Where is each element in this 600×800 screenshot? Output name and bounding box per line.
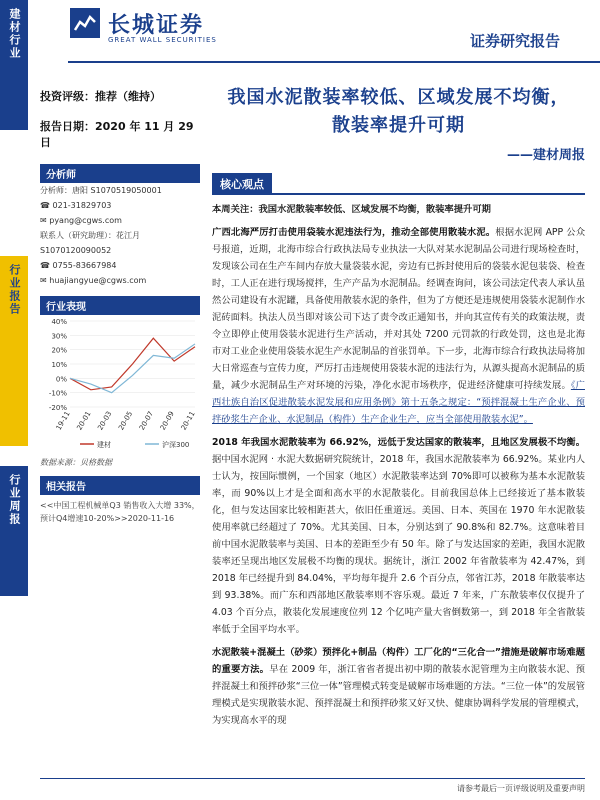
report-title-line2: 散装率提升可期 [332,115,465,136]
report-title-line1: 我国水泥散装率较低、区域发展不均衡， [227,87,570,108]
paragraph-3-body: 早在 2009 年，浙江省省者提出初中期的散装水泥管理为主向散装水泥、预拌混凝土和预拌砂浆“三位一体”管理模式转变是破解市场难题的方法。“三位一体”的发展管理模式是实现散装水泥、预拌混凝土和预拌砂浆又好又快、健康协调科学发展的管理模式，为实现高水平的现 [212,664,585,726]
brand-name-en: GREAT WALL SECURITIES [108,36,217,44]
paragraph-2 [212,434,585,638]
chart-y-tick-label: -10% [48,389,67,398]
chart-x-tick-label: 20-09 [158,410,176,432]
chart-y-tick-label: 0% [55,375,67,384]
chart-x-tick-label: 20-11 [179,410,197,432]
sidebar-report-type-label: 行业报告 [0,256,28,446]
chart-y-tick-label: 10% [51,361,67,369]
investment-rating: 投资评级：推荐（维持） [40,90,161,103]
chart-x-tick-label: 20-05 [117,410,135,432]
chart-source-note: 数据来源：贝格数据 [40,458,112,467]
header-divider [68,61,600,63]
contact-line: 联系人（研究助理）：花江月 [40,231,140,240]
analyst-phone: ☎ 021-31829703 [40,201,112,210]
related-reports-heading: 相关报告 [40,476,200,495]
footer-disclaimer: 请参考最后一页评级说明及重要声明 [457,784,585,793]
performance-chart [40,315,200,455]
performance-chart-svg [40,315,200,455]
chart-x-tick-label: 19-11 [54,410,72,432]
chart-x-tick-label: 20-03 [96,410,114,432]
contact-phone: ☎ 0755-83667984 [40,261,117,270]
analyst-info [40,183,200,288]
sidebar-industry-label: 建材行业 [0,0,28,130]
paragraph-1-body: 根据水泥网 APP 公众号报道，近期，北海市综合行政执法局专业执法一大队对某水泥制品公司进行现场检查时，发现该公司在生产车间内存放大量袋装水泥，旁边有已拆封使用后的袋装水泥包装袋、检查时，工人正在进行现场搅拌，生产产品为水泥制品。经调查询问，该公司法定代表人承认虽然公司建设有水泥罐，具备使用散装水泥的条件，但为了方便还是违规使用袋装水泥制作水泥砖面料。执法人员当即对该公司下达了责令改正通知书，并向其宣传有关的政策法规，责令立即停止使用袋装水泥进行生产活动，并对其处 7200 元罚款的行政处罚，这也是北海市对工业企业使用袋装水泥生产水泥制品的首张罚单。下一步，北海市综合行政执法局将加大日常巡查与宣传力度，严厉打击违规使用袋装水泥的违法行为，从源头提高水泥制品的质量，减少水泥制品生产对环境的污染，净化水泥市场秩序，促进经济健康可持续发展。 [212,227,585,391]
brand-logo-icon [70,8,100,38]
chart-y-tick-label: 30% [51,332,67,341]
paragraph-1-lead: 广西北海严厉打击使用袋装水泥违法行为，推动全部使用散装水泥。 [212,227,496,238]
brand-name: 长城证券 [108,13,205,38]
chart-x-tick-label: 20-07 [137,410,156,432]
paragraph-1 [212,224,585,428]
contact-cert: S1070120090052 [40,246,112,255]
core-views-header [212,173,585,195]
chart-y-tick-label: -20% [48,404,67,412]
sidebar-weekly-label: 行业周报 [0,466,28,596]
paragraph-3 [212,644,585,729]
analyst-heading: 分析师 [40,164,200,183]
chart-y-tick-label: 20% [51,346,67,355]
paragraph-2-body: 据中国水泥网 · 水泥大数据研究院统计，2018 年，我国水泥散装率为 66.92%。某业内人士认为，按国际惯例，一个国家（地区）水泥散装率达到 70%即可以被称为基本水泥散装率，而 90%以上才是全面和高水平的水泥散装化。目前我国总体上已经接近了基本散装化，但与发达国家比较相距甚大，依旧任重道远。美国、日本、英国在 1970 年水泥散装使用率就已经超过了 70%。尤其美国、日本，分别达到了 90.8%和 82.7%。这意味着目前中国水泥散装率与美国、日本的差距至少有 50 年。除了与发达国家的差距，我国水泥散装率还呈现出地区发展极不均衡的现状。据统计，浙江 2002 年省散装率为 42.47%，到 2018 年已经提升到 84.04%，平均每年提升 2.6 个百分点，邻省江苏，2018 年散装率达到 93.38%。而广东和西部地区散装率则不容乐观。最近 7 年来，广东散装率仅仅提升了 4.03 个百分点，散装化发展速度位列 12 个亿吨产量大省倒数第一，到 2018 年全省散装率低于全国平均水平。 [212,454,585,635]
performance-heading: 行业表现 [40,296,200,315]
regulation-link[interactable]: 《广西壮族自治区促进散装水泥发展和应用条例》第十五条之规定：“预拌混凝土生产企业、预拌砂浆生产企业、水泥制品（构件）生产企业生产，应当全部使用散装水泥”。 [212,380,585,425]
core-views-label: 核心观点 [212,173,272,195]
core-views-rule [272,193,585,195]
chart-legend-label: 沪深300 [162,441,190,449]
report-subtitle: ——建材周报 [506,148,585,163]
page-header [28,0,600,64]
sidebar [0,0,28,800]
chart-y-tick-label: 40% [51,318,67,326]
chart-x-tick-label: 20-01 [75,410,93,432]
chart-series-line [70,344,195,393]
report-type: 证券研究报告 [469,32,560,50]
analyst-email[interactable]: ✉ pyang@cgws.com [40,216,122,225]
report-date: 报告日期：2020 年 11 月 29 日 [40,120,194,149]
related-report-item[interactable]: <<中国工程机械单Q3 销售收入大增 33%，预计Q4增速10-20%>>2020-11-16 [40,501,200,523]
main-content [212,84,585,729]
left-column [40,88,200,525]
contact-email[interactable]: ✉ huajiangyue@cgws.com [40,276,147,285]
chart-legend-label: 建材 [97,441,111,449]
analyst-line: 分析师：唐阳 S1070519050001 [40,186,162,195]
paragraph-2-lead: 2018 年我国水泥散装率为 66.92%，远低于发达国家的散装率，且地区发展极不均衡。 [212,437,585,448]
footer-divider [40,778,585,779]
paragraph-3-lead: 水泥散装+混凝土（砂浆）预拌化+制品（构件）工厂化的“三化合一”措施是破解市场难题的重要方法。 [212,647,585,675]
weekly-focus: 本周关注：我国水泥散装率较低、区域发展不均衡，散装率提升可期 [212,204,491,215]
